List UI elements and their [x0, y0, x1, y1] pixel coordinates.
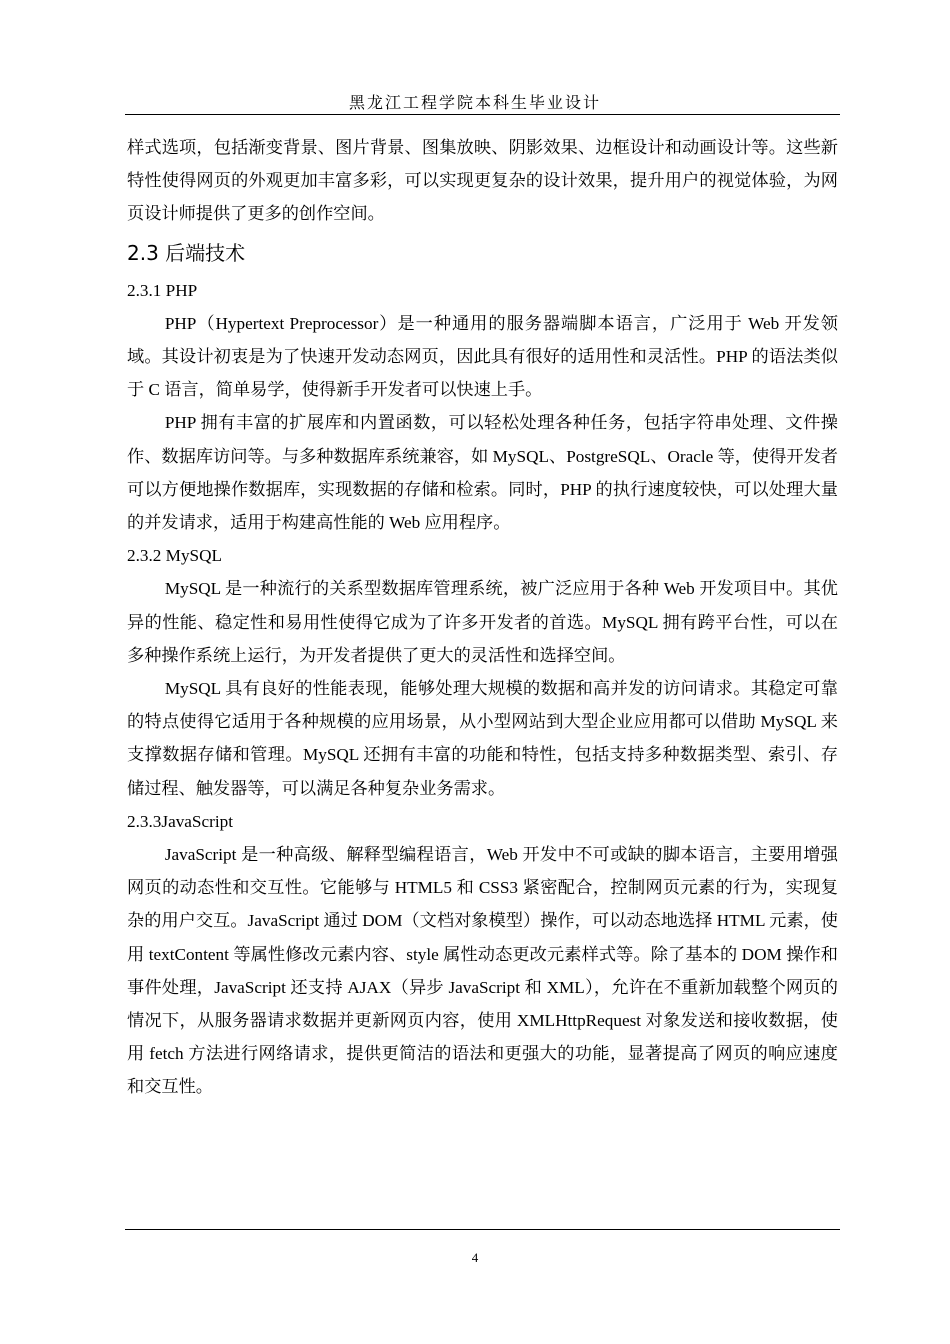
page-header-title: 黑龙江工程学院本科生毕业设计	[348, 93, 601, 112]
paragraph: PHP 拥有丰富的扩展库和内置函数，可以轻松处理各种任务，包括字符串处理、文件操作、数据库访问等。与多种数据库系统兼容，如 MySQL、PostgreSQL、Oracle 等，使得开发者可以方便地操作数据库，实现数据的存储和检索。同时，PHP 的执行速度较快，可以处理大量的并发请求，适用于构建高性能的 Web 应用程序。	[127, 413, 838, 533]
page-number: 4	[471, 1250, 479, 1265]
page-content	[127, 131, 838, 1104]
paragraph: MySQL 具有良好的性能表现，能够处理大规模的数据和高并发的访问请求。其稳定可靠的特点使得它适用于各种规模的应用场景，从小型网站到大型企业应用都可以借助 MySQL 来支撑数据存储和管理。MySQL 还拥有丰富的功能和特性，包括支持多种数据类型、索引、存储过程、触发器等，可以满足各种复杂业务需求。	[127, 679, 838, 798]
subsection-heading-javascript: 2.3.3JavaScript	[127, 811, 233, 831]
paragraph: JavaScript 是一种高级、解释型编程语言，Web 开发中不可或缺的脚本语言，主要用增强网页的动态性和交互性。它能够与 HTML5 和 CSS3 紧密配合，控制网页元素的行为，实现复杂的用户交互。JavaScript 通过 DOM（文档对象模型）操作，可以动态地选择 HTML 元素，使用 textContent 等属性修改元素内容、style 属性动态更改元素样式等。除了基本的 DOM 操作和事件处理，JavaScript 还支持 AJAX（异步 JavaScript 和 XML），允许在不重新加载整个网页的情况下，从服务器请求数据并更新网页内容，使用 XMLHttpRequest 对象发送和接收数据，使用 fetch 方法进行网络请求，提供更简洁的语法和更强大的功能，显著提高了网页的响应速度和交互性。	[127, 845, 838, 1097]
header-divider	[125, 114, 840, 115]
paragraph: MySQL 是一种流行的关系型数据库管理系统，被广泛应用于各种 Web 开发项目中。其优异的性能、稳定性和易用性使得它成为了许多开发者的首选。MySQL 拥有跨平台性，可以在多种操作系统上运行，为开发者提供了更大的灵活性和选择空间。	[127, 579, 838, 665]
subsection-heading-php: 2.3.1 PHP	[127, 280, 198, 300]
section-heading: 2.3 后端技术	[127, 240, 246, 265]
intro-paragraph: 样式选项，包括渐变背景、图片背景、图集放映、阴影效果、边框设计和动画设计等。这些新特性使得网页的外观更加丰富多彩，可以实现更复杂的设计效果，提升用户的视觉体验，为网页设计师提供了更多的创作空间。	[127, 138, 838, 224]
paragraph: PHP（Hypertext Preprocessor）是一种通用的服务器端脚本语言，广泛用于 Web 开发领域。其设计初衷是为了快速开发动态网页，因此具有很好的适用性和灵活性。PHP 的语法类似于 C 语言，简单易学，使得新手开发者可以快速上手。	[127, 313, 838, 400]
footer-divider	[125, 1229, 840, 1230]
subsection-heading-mysql: 2.3.2 MySQL	[127, 546, 223, 566]
